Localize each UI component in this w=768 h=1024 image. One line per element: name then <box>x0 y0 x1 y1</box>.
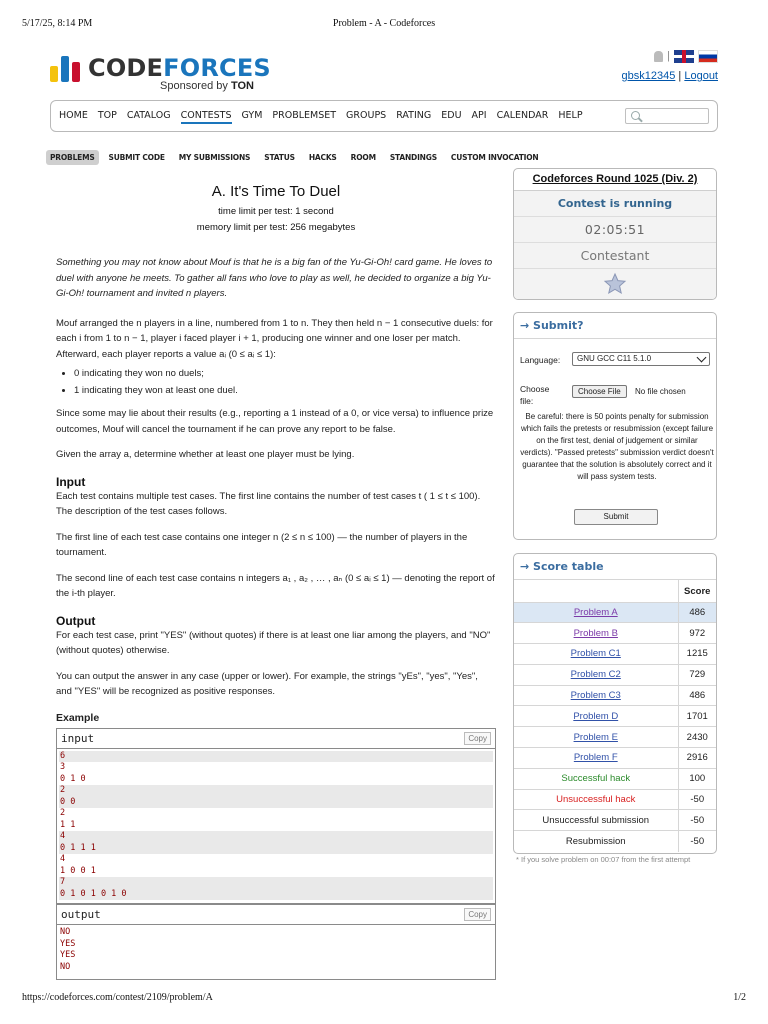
star-icon <box>603 272 627 296</box>
separator: | <box>667 50 670 62</box>
score-value: 1701 <box>678 706 716 727</box>
input-paragraph: The first line of each test case contains one integer n (2 ≤ n ≤ 100) — the number of players in the tournament. <box>56 531 468 558</box>
file-row <box>520 383 714 407</box>
list-item: • 0 indicating they won no duels; <box>74 366 496 382</box>
search-input[interactable] <box>625 108 709 124</box>
submit-button[interactable]: Submit <box>574 509 658 525</box>
problem-link[interactable]: Problem D <box>573 710 619 722</box>
score-value: -50 <box>678 810 716 831</box>
choose-file-button[interactable]: Choose File <box>572 385 627 398</box>
output-paragraph: For each test case, print "YES" (without quotes) if there is at least one liar among the players, and "NO" (without quotes) otherwise. <box>56 629 491 656</box>
subtab-standings[interactable]: STANDINGS <box>389 153 437 162</box>
menu-item-groups[interactable]: GROUPS <box>346 110 387 121</box>
example-heading: Example <box>56 711 100 724</box>
table-row <box>514 644 716 665</box>
score-table-header: → Score table <box>514 554 716 580</box>
menu-item-top[interactable]: TOP <box>97 110 117 121</box>
sample-input-line: 6 <box>59 751 493 763</box>
table-row <box>514 789 716 810</box>
sample-input-line: 3 <box>59 762 493 774</box>
input-paragraph: Each test contains multiple test cases. The first line contains the number of test cases t ( 1 ≤ t ≤ 100). The description of the test cases follows. <box>56 490 481 517</box>
sample-input-line: 2 <box>59 785 493 797</box>
input-heading: Input <box>56 474 86 489</box>
sample-input-line: 0 1 0 1 0 1 0 <box>59 889 493 901</box>
time-limit: time limit per test: 1 second <box>218 206 334 217</box>
print-page-number: 1/2 <box>733 992 746 1003</box>
menu-item-contests[interactable]: CONTESTS <box>181 110 232 124</box>
problem-link[interactable]: Problem E <box>573 731 618 743</box>
sample-output-line: NO <box>60 961 71 972</box>
input-paragraph: The second line of each test case contains n integers a₁ , a₂ , … , aₙ (0 ≤ aᵢ ≤ 1) — denoting the report of the i-th player. <box>56 572 495 599</box>
print-url: https://codeforces.com/contest/2109/problem/A <box>22 992 213 1003</box>
sample-input-text <box>57 749 495 904</box>
score-row-label: Unsuccessful hack <box>556 794 636 806</box>
problem-statement <box>56 180 496 980</box>
output-paragraph: You can output the answer in any case (upper or lower). For example, the strings "yEs", "yes", "Yes", and "YES" will be recognized as positive responses. <box>56 670 478 697</box>
submit-header: → Submit? <box>514 313 716 339</box>
table-row <box>514 768 716 789</box>
legend-paragraph: Since some may lie about their results (e.g., reporting a 1 instead of a 0, or vice versa) to influence prize outcomes, Mouf will cancel the tournament if he can prove any report to be false. <box>56 408 494 435</box>
score-value: 486 <box>678 685 716 706</box>
menu-item-help[interactable]: HELP <box>558 110 583 121</box>
score-value: 2916 <box>678 748 716 769</box>
language-row <box>520 355 714 365</box>
submit-box <box>513 312 717 540</box>
legend-paragraph: Given the array a, determine whether at least one player must be lying. <box>56 449 355 460</box>
sample-input-line: 0 1 1 1 <box>59 843 493 855</box>
sponsor-line: Sponsored by TON <box>160 80 254 92</box>
problem-link[interactable]: Problem B <box>573 627 618 639</box>
score-value: 972 <box>678 623 716 644</box>
score-value: 2430 <box>678 727 716 748</box>
problem-title: A. It's Time To Duel <box>211 183 341 200</box>
output-heading: Output <box>56 613 96 628</box>
sample-input-block <box>56 728 496 905</box>
subtab-hacks[interactable]: HACKS <box>308 153 337 162</box>
sample-input-line: 2 <box>59 808 493 820</box>
chevron-down-icon <box>697 353 707 363</box>
subtab-status[interactable]: STATUS <box>264 153 295 162</box>
problem-link[interactable]: Problem A <box>573 606 618 618</box>
score-value: 1215 <box>678 644 716 665</box>
score-column-header: Score <box>678 580 716 602</box>
file-label: Choose file: <box>520 384 550 406</box>
english-flag-icon[interactable] <box>674 50 694 63</box>
penalty-warning: Be careful: there is 50 points penalty for submission which fails the pretests or resubmission (except failure on the first test, denial of judgement or similar verdicts). "Passed pretests" submission verdict doesn't guarantee that the solution is absolutely correct and it will pass system tests. <box>520 412 714 481</box>
logo-bars-icon <box>50 54 82 82</box>
score-row-label: Successful hack <box>561 773 631 785</box>
notification-bell-icon[interactable] <box>654 51 663 62</box>
sample-output-line: YES <box>60 938 76 949</box>
subtab-problems[interactable]: PROBLEMS <box>46 150 99 165</box>
table-row <box>514 831 716 852</box>
menu-item-calendar[interactable]: CALENDAR <box>496 110 549 121</box>
print-header <box>22 18 746 32</box>
problem-link[interactable]: Problem F <box>573 752 618 764</box>
favourite-star[interactable] <box>514 269 716 299</box>
logout-link[interactable]: Logout <box>684 70 718 82</box>
file-status: No file chosen <box>635 387 686 396</box>
sample-input-line: 0 0 <box>59 797 493 809</box>
subtab-submit-code[interactable]: SUBMIT CODE <box>108 153 165 162</box>
sample-input-line: 4 <box>59 831 493 843</box>
problem-link[interactable]: Problem C2 <box>570 669 621 681</box>
problem-link[interactable]: Problem C3 <box>570 690 621 702</box>
user-handle-link[interactable]: gbsk12345 <box>621 70 676 82</box>
memory-limit: memory limit per test: 256 megabytes <box>196 222 356 233</box>
menu-item-api[interactable]: API <box>471 110 487 121</box>
score-row-label: Unsuccessful submission <box>542 814 650 826</box>
sample-input-line: 0 1 0 <box>59 774 493 786</box>
table-row <box>514 706 716 727</box>
sample-output-line: NO <box>60 927 71 937</box>
problem-link[interactable]: Problem C1 <box>570 648 621 660</box>
score-row-label: Resubmission <box>565 835 626 847</box>
menu-item-edu[interactable]: EDU <box>441 110 462 121</box>
table-row <box>514 623 716 644</box>
contest-role: Contestant <box>514 243 716 269</box>
table-row <box>514 810 716 831</box>
contest-timer: 02:05:51 <box>514 217 716 243</box>
main-menu <box>50 100 718 132</box>
print-datetime: 5/17/25, 8:14 PM <box>22 18 93 29</box>
subtab-custom-invocation[interactable]: CUSTOM INVOCATION <box>450 153 539 162</box>
contest-status: Contest is running <box>514 191 716 217</box>
search-icon <box>631 111 640 120</box>
print-footer <box>22 992 746 1006</box>
language-select[interactable]: GNU GCC C11 5.1.0 <box>572 352 710 366</box>
table-row <box>514 727 716 748</box>
table-row <box>514 664 716 685</box>
score-value: 729 <box>678 664 716 685</box>
contest-name-link[interactable]: Codeforces Round 1025 (Div. 2) <box>514 169 716 191</box>
table-row <box>514 685 716 706</box>
sample-output-label: output <box>61 908 101 921</box>
score-value: -50 <box>678 831 716 852</box>
score-footnote: * If you solve problem on 00:07 from the first attempt <box>516 855 691 864</box>
sample-input-line: 1 1 <box>59 820 493 832</box>
sample-output-text <box>57 925 495 979</box>
score-value: 486 <box>678 602 716 623</box>
logo-wordmark: CODEFORCES <box>88 54 271 82</box>
problem-subtabs <box>46 150 543 165</box>
sample-input-line: 7 <box>59 877 493 889</box>
language-label: Language: <box>520 355 561 365</box>
copy-output-button[interactable]: Copy <box>464 908 491 921</box>
table-row <box>514 748 716 769</box>
menu-item-problemset[interactable]: PROBLEMSET <box>272 110 337 121</box>
header-user-area <box>622 48 718 82</box>
sample-output-line: YES <box>60 950 76 960</box>
score-value: 100 <box>678 768 716 789</box>
print-title: Problem - A - Codeforces <box>332 18 436 29</box>
score-table <box>514 580 716 852</box>
table-row <box>514 602 716 623</box>
subtab-my-submissions[interactable]: MY SUBMISSIONS <box>178 153 251 162</box>
russian-flag-icon[interactable] <box>698 50 718 63</box>
copy-input-button[interactable]: Copy <box>464 732 491 745</box>
codeforces-logo[interactable] <box>50 52 271 96</box>
subtab-room[interactable]: ROOM <box>350 153 376 162</box>
sample-output-block <box>56 904 496 980</box>
contest-info-box <box>513 168 717 300</box>
legend-paragraph: Mouf arranged the n players in a line, numbered from 1 to n. They then held n − 1 consecutive duels: for each i from 1 to n − 1, player i faced player i + 1, producing one winner and one loser per match. Afterward, each player reports a value aᵢ (0 ≤ aᵢ ≤ 1): <box>56 317 493 360</box>
menu-item-catalog[interactable]: CATALOG <box>126 110 171 121</box>
sample-input-line: 1 0 0 1 <box>59 866 493 878</box>
legend-intro: Something you may not know about Mouf is that he is a big fan of the Yu-Gi-Oh! card game. He loves to duel with anyone he meets. To gather all fans who love to play as well, he decided to organize a big Yu-Gi-Oh! tournament and invited n players. <box>56 257 493 299</box>
sample-input-label: input <box>61 731 95 745</box>
menu-item-rating[interactable]: RATING <box>396 110 432 121</box>
separator: | <box>678 70 682 82</box>
score-value: -50 <box>678 789 716 810</box>
list-item: • 1 indicating they won at least one duel. <box>74 383 496 399</box>
score-table-box <box>513 553 717 854</box>
menu-item-home[interactable]: HOME <box>59 110 88 121</box>
sample-input-line: 4 <box>59 854 493 866</box>
menu-item-gym[interactable]: GYM <box>241 110 263 121</box>
legend-bullets <box>56 366 496 398</box>
